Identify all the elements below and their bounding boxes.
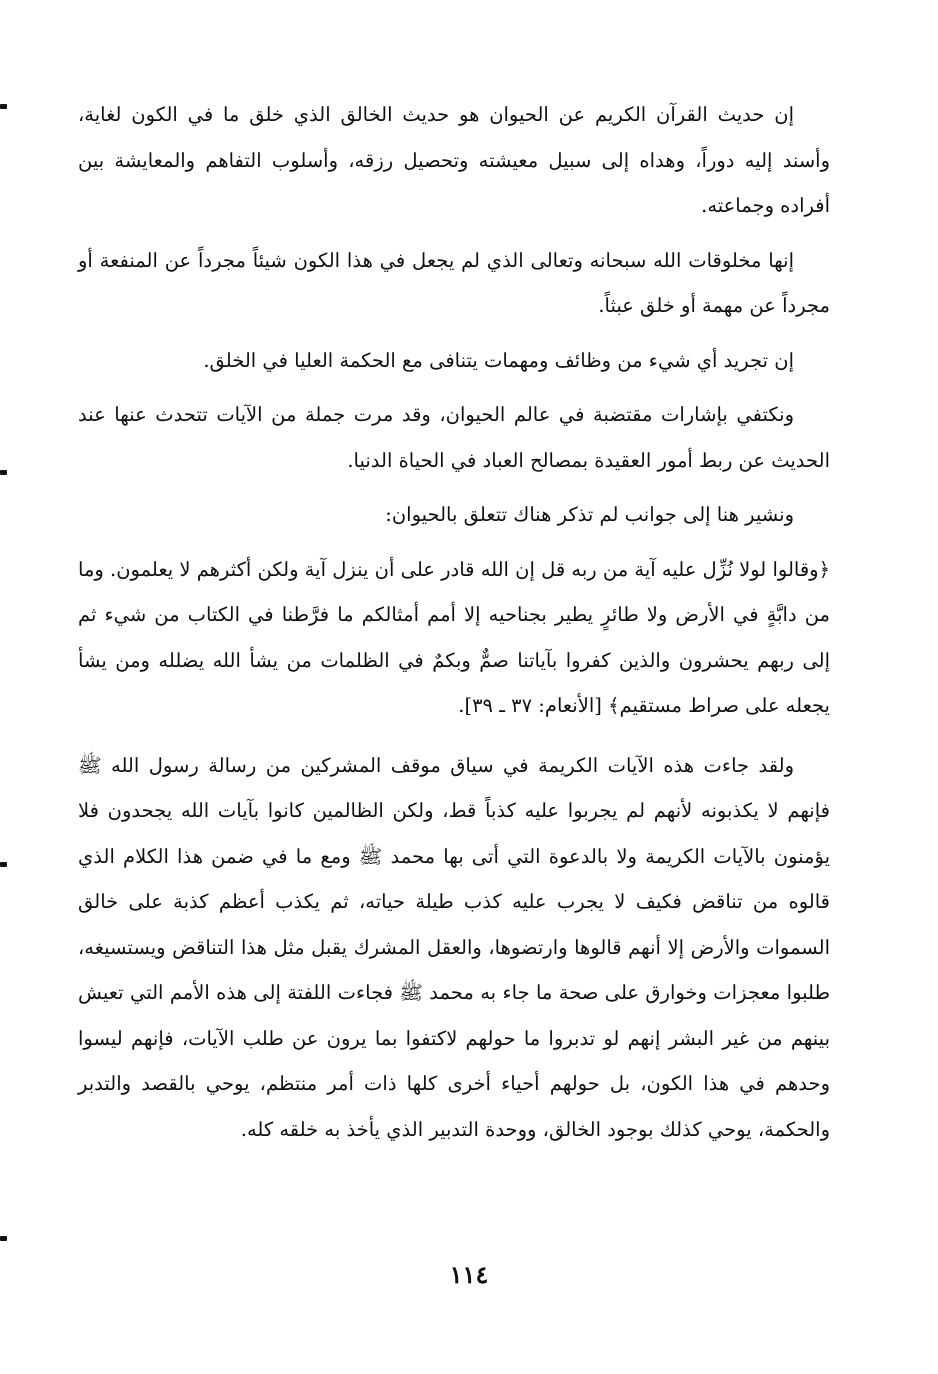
paragraph-1: إن حديث القرآن الكريم عن الحيوان هو حديث الخالق الذي خلق ما في الكون لغاية، وأسند إليه دوراً، وهداه إلى سبيل معيشته وتحصيل رزقه، وأسلوب التفاهم والمعايشة بين أفراده وجماعته.	[78, 103, 830, 217]
margin-mark	[0, 862, 7, 867]
margin-mark	[0, 470, 7, 475]
paragraph-5: ونشير هنا إلى جوانب لم تذكر هناك تتعلق بالحيوان:	[385, 503, 794, 526]
margin-mark	[0, 104, 7, 109]
paragraph-4: ونكتفي بإشارات مقتضبة في عالم الحيوان، وقد مرت جملة من الآيات تتحدث عنها عند الحديث عن ربط أمور العقيدة بمصالح العباد في الحياة الدنيا.	[78, 403, 830, 472]
paragraph-2: إنها مخلوقات الله سبحانه وتعالى الذي لم يجعل في هذا الكون شيئاً مجرداً عن المنفعة أو مجرداً عن مهمة أو خلق عبثاً.	[78, 248, 830, 317]
paragraph-3: إن تجريد أي شيء من وظائف ومهمات يتنافى مع الحكمة العليا في الخلق.	[203, 348, 794, 372]
body-text	[78, 92, 830, 1161]
paragraph-7: ولقد جاءت هذه الآيات الكريمة في سياق موقف المشركين من رسالة رسول الله ﷺ فإنهم لا يكذبونه لأنهم لم يجربوا عليه كذباً قط، ولكن الظالمين كانوا بآيات الله يجحدون فلا يؤمنون بالآيات الكريمة ولا بالدعوة التي أتى بها محمد ﷺ ومع ما في ضمن هذا الكلام الذي قالوه من تناقض فكيف لا يجرب عليه كذب طيلة حياته، ثم يكذب أعظم كذبة على خالق السموات والأرض إلا أنهم قالوها وارتضوها، والعقل المشرك يقبل مثل هذا التناقض ويستسيغه، طلبوا معجزات وخوارق على صحة ما جاء به محمد ﷺ فجاءت اللفتة إلى هذه الأمم التي تعيش بينهم من غير البشر إنهم لو تدبروا ما حولهم لاكتفوا بما يرون عن طلب الآيات، فإنهم ليسوا وحدهم في هذا الكون، بل حولهم أحياء أخرى كلها ذات أمر منتظم، يوحي بالقصد والتدبر والحكمة، يوحي كذلك بوجود الخالق، ووحدة التدبير الذي يأخذ به خلقه كله.	[78, 753, 830, 1141]
margin-mark	[0, 1236, 7, 1241]
page-number: ١١٤	[449, 1260, 489, 1289]
quran-quote: ﴿وقالوا لولا نُزِّل عليه آية من ربه قل إن الله قادر على أن ينزل آية ولكن أكثرهم لا يعلمون. وما من دابَّةٍ في الأرض ولا طائرٍ يطير بجناحيه إلا أمم أمثالكم ما فرَّطنا في الكتاب من شيء ثم إلى ربهم يحشرون والذين كفروا بآياتنا صمٌّ وبكمٌ في الظلمات من يشأ الله يضلله ومن يشأ يجعله على صراط مستقيم﴾ [الأنعام: ٣٧ ـ ٣٩].	[78, 557, 830, 717]
